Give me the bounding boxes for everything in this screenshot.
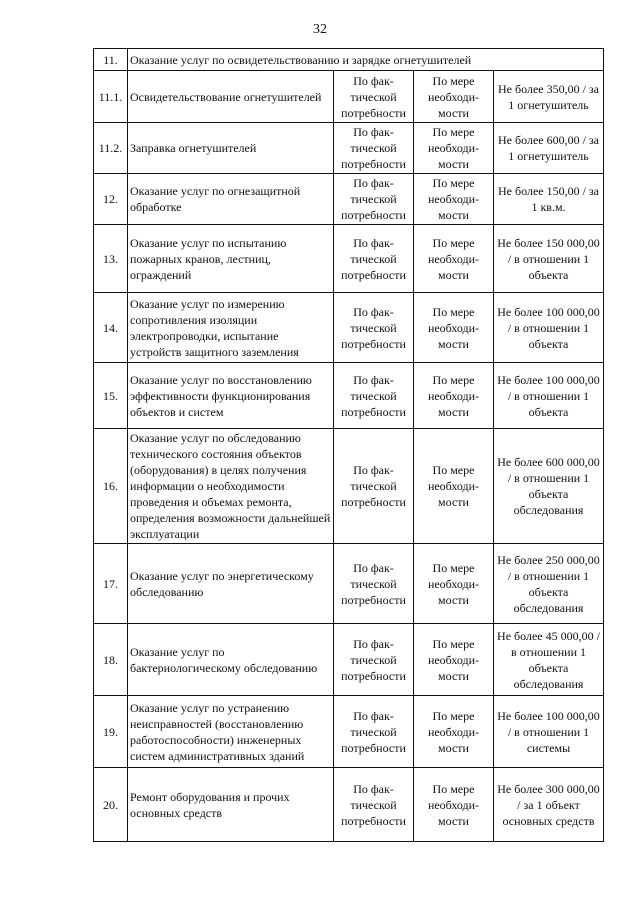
basis-cell: По фак-тической потребности <box>334 624 414 696</box>
term-cell: По мере необходи-мости <box>414 174 494 225</box>
section-title: Оказание услуг по освидетельствованию и зарядке огнетушителей <box>128 49 604 71</box>
row-number: 18. <box>94 624 128 696</box>
basis-cell: По фак-тической потребности <box>334 363 414 429</box>
table-row <box>94 696 604 768</box>
basis-cell: По фак-тической потребности <box>334 768 414 842</box>
term-cell: По мере необходи-мости <box>414 544 494 624</box>
price-cell: Не более 350,00 / за 1 огнетушитель <box>494 71 604 123</box>
price-cell: Не более 600,00 / за 1 огнетушитель <box>494 123 604 174</box>
page-number: 32 <box>313 22 327 37</box>
table-row <box>94 544 604 624</box>
term-cell: По мере необходи-мости <box>414 429 494 544</box>
basis-cell: По фак-тической потребности <box>334 174 414 225</box>
section-number: 11. <box>94 49 128 71</box>
basis-cell: По фак-тической потребности <box>334 429 414 544</box>
basis-cell: По фак-тической потребности <box>334 544 414 624</box>
price-cell: Не более 150,00 / за 1 кв.м. <box>494 174 604 225</box>
table-row <box>94 123 604 174</box>
basis-cell: По фак-тической потребности <box>334 696 414 768</box>
term-cell: По мере необходи-мости <box>414 624 494 696</box>
table-row <box>94 71 604 123</box>
term-cell: По мере необходи-мости <box>414 363 494 429</box>
service-name: Освидетельствование огнетушителей <box>128 71 334 123</box>
table-row <box>94 768 604 842</box>
price-cell: Не более 250 000,00 / в отношении 1 объекта обследования <box>494 544 604 624</box>
price-cell: Не более 600 000,00 / в отношении 1 объекта обследования <box>494 429 604 544</box>
service-name: Оказание услуг по измерению сопротивления изоляции электропроводки, испытание устройств защитного заземления <box>128 293 334 363</box>
basis-cell: По фак-тической потребности <box>334 123 414 174</box>
table-row <box>94 174 604 225</box>
service-name: Оказание услуг по огнезащитной обработке <box>128 174 334 225</box>
service-name: Оказание услуг по устранению неисправностей (восстановлению работоспособности) инженерных систем административных зданий <box>128 696 334 768</box>
table-row <box>94 293 604 363</box>
section-header-row <box>94 49 604 71</box>
term-cell: По мере необходи-мости <box>414 71 494 123</box>
basis-cell: По фак-тической потребности <box>334 293 414 363</box>
service-name: Оказание услуг по обследованию технического состояния объектов (оборудования) в целях получения информации о необходимости проведения и объемах ремонта, определения возможности дальнейшей эксплуатации <box>128 429 334 544</box>
row-number: 20. <box>94 768 128 842</box>
basis-cell: По фак-тической потребности <box>334 225 414 293</box>
service-name: Оказание услуг по бактериологическому обследованию <box>128 624 334 696</box>
term-cell: По мере необходи-мости <box>414 225 494 293</box>
term-cell: По мере необходи-мости <box>414 768 494 842</box>
row-number: 11.1. <box>94 71 128 123</box>
row-number: 14. <box>94 293 128 363</box>
services-table-container <box>93 48 603 842</box>
service-name: Оказание услуг по испытанию пожарных кранов, лестниц, ограждений <box>128 225 334 293</box>
services-table <box>93 48 604 842</box>
basis-cell: По фак-тической потребности <box>334 71 414 123</box>
term-cell: По мере необходи-мости <box>414 696 494 768</box>
table-row <box>94 429 604 544</box>
service-name: Оказание услуг по энергетическому обследованию <box>128 544 334 624</box>
row-number: 12. <box>94 174 128 225</box>
service-name: Оказание услуг по восстановлению эффективности функционирования объектов и систем <box>128 363 334 429</box>
term-cell: По мере необходи-мости <box>414 293 494 363</box>
table-row <box>94 225 604 293</box>
price-cell: Не более 100 000,00 / в отношении 1 объекта <box>494 363 604 429</box>
row-number: 13. <box>94 225 128 293</box>
price-cell: Не более 100 000,00 / в отношении 1 объекта <box>494 293 604 363</box>
row-number: 19. <box>94 696 128 768</box>
price-cell: Не более 150 000,00 / в отношении 1 объекта <box>494 225 604 293</box>
table-row <box>94 624 604 696</box>
row-number: 11.2. <box>94 123 128 174</box>
price-cell: Не более 100 000,00 / в отношении 1 системы <box>494 696 604 768</box>
service-name: Заправка огнетушителей <box>128 123 334 174</box>
term-cell: По мере необходи-мости <box>414 123 494 174</box>
price-cell: Не более 300 000,00 / за 1 объект основных средств <box>494 768 604 842</box>
table-row <box>94 363 604 429</box>
row-number: 17. <box>94 544 128 624</box>
service-name: Ремонт оборудования и прочих основных средств <box>128 768 334 842</box>
row-number: 15. <box>94 363 128 429</box>
price-cell: Не более 45 000,00 / в отношении 1 объекта обследования <box>494 624 604 696</box>
row-number: 16. <box>94 429 128 544</box>
